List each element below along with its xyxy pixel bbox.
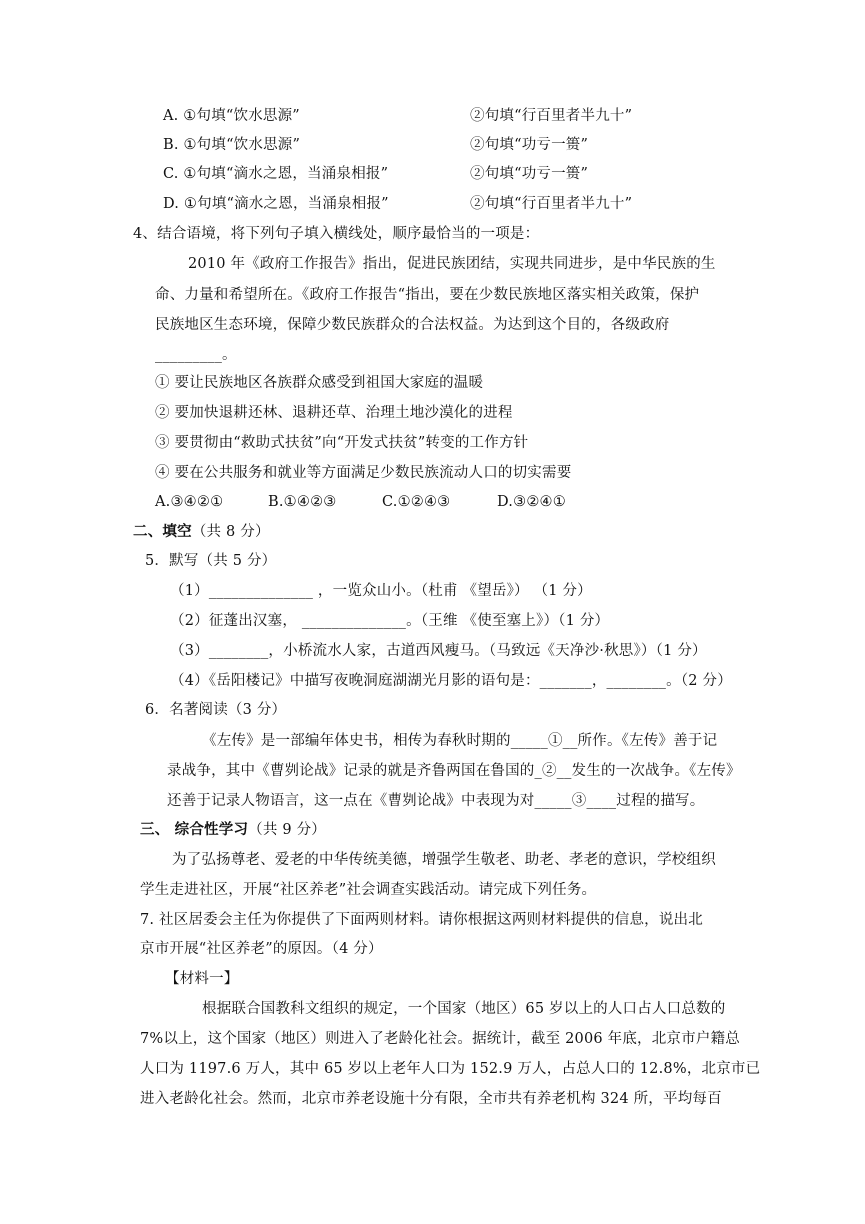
material-line: 根据联合国教科文组织的规定，一个国家（地区）65 岁以上的人口占人口总数的 [202,1001,726,1017]
material-one-title: 【材料一】 [165,971,239,987]
option-c-left: C. ①句填“滴水之恩，当涌泉相报” [163,166,389,182]
q4-option-d: D.③②④① [497,494,566,510]
option-d-left: D. ①句填“滴水之恩，当涌泉相报” [163,196,389,212]
material-line: 进入老龄化社会。然而，北京市养老设施十分有限，全市共有养老机构 324 所，平均每百 [140,1091,722,1107]
material-line: 人口为 1197.6 万人，其中 65 岁以上老年人口为 152.9 万人，占总人口的 12.8%，北京市已 [140,1061,761,1077]
section-3-score: （共 9 分） [248,822,326,838]
option-c-right: ②句填“功亏一篑” [470,166,589,182]
section-2-heading [133,522,270,542]
q5-line: （1）______________ ，一览众山小。（杜甫 《望岳》） （1 分） [170,583,592,599]
option-b-right: ②句填“功亏一篑” [470,137,589,153]
q5-title: 5．默写（共 5 分） [145,553,277,569]
section-3-intro-line: 学生走进社区，开展“社区养老”社会调查实践活动。请完成下列任务。 [140,882,597,898]
q4-passage-line: 命、力量和希望所在。《政府工作报告“指出，要在少数民族地区落实相关政策，保护 [155,287,700,303]
q5-line: （4）《岳阳楼记》中描写夜晚洞庭湖湖光月影的语句是：_______，________。（2 分） [170,673,732,689]
option-a-right: ②句填“行百里者半九十” [470,108,633,124]
q6-line: 《左传》是一部编年体史书，相传为春秋时期的_____①__所作。《左传》善于记 [202,733,718,749]
q4-passage-blank: _________。 [155,347,237,363]
q4-passage-line: 2010 年《政府工作报告》指出，促进民族团结，实现共同进步，是中华民族的生 [188,256,716,272]
section-2-title: 二、填空 [133,523,192,540]
q4-stem: 4、结合语境，将下列句子填入横线处，顺序最恰当的一项是： [133,226,540,242]
option-a-left: A. ①句填“饮水思源” [163,108,300,124]
section-2-score: （共 8 分） [191,524,270,540]
q5-line: （2）征蓬出汉塞， ______________。（王维 《使至塞上》）（1 分） [170,613,610,629]
q5-line: （3）________，小桥流水人家，古道西风瘦马。（马致远《天净沙·秋思》）（1 分） [170,643,707,659]
q6-line: 还善于记录人物语言，这一点在《曹刿论战》中表现为对_____③____过程的描写。 [167,793,705,809]
q6-line: 录战争，其中《曹刿论战》记录的就是齐鲁两国在鲁国的_②__发生的一次战争。《左传》 [167,763,741,779]
q4-item: ① 要让民族地区各族群众感受到祖国大家庭的温暖 [155,375,484,391]
q4-option-b: B.①④②③ [268,494,337,510]
q4-item: ④ 要在公共服务和就业等方面满足少数民族流动人口的切实需要 [155,465,572,481]
q4-passage-line: 民族地区生态环境，保障少数民族群众的合法权益。为达到这个目的，各级政府 [155,317,670,333]
option-d-right: ②句填“行百里者半九十” [470,196,633,212]
q4-option-c: C.①②④③ [382,494,451,510]
q6-title: 6．名著阅读（3 分） [145,702,287,718]
q4-item: ② 要加快退耕还林、退耕还草、治理土地沙漠化的进程 [155,405,513,421]
q7-line: 7. 社区居委会主任为你提供了下面两则材料。请你根据这两则材料提供的信息，说出北 [140,912,703,928]
section-3-heading [140,820,326,840]
option-b-left: B. ①句填“饮水思源” [163,137,301,153]
q4-item: ③ 要贯彻由“救助式扶贫”向“开发式扶贫”转变的工作方针 [155,435,529,451]
q7-line: 京市开展“社区养老”的原因。（4 分） [140,941,383,957]
section-3-intro-line: 为了弘扬尊老、爱老的中华传统美德，增强学生敬老、助老、孝老的意识，学校组织 [172,852,716,868]
material-line: 7%以上，这个国家（地区）则进入了老龄化社会。据统计，截至 2006 年底，北京市户籍总 [140,1031,740,1047]
section-3-title: 三、 综合性学习 [140,821,249,838]
q4-option-a: A.③④②① [155,494,224,510]
